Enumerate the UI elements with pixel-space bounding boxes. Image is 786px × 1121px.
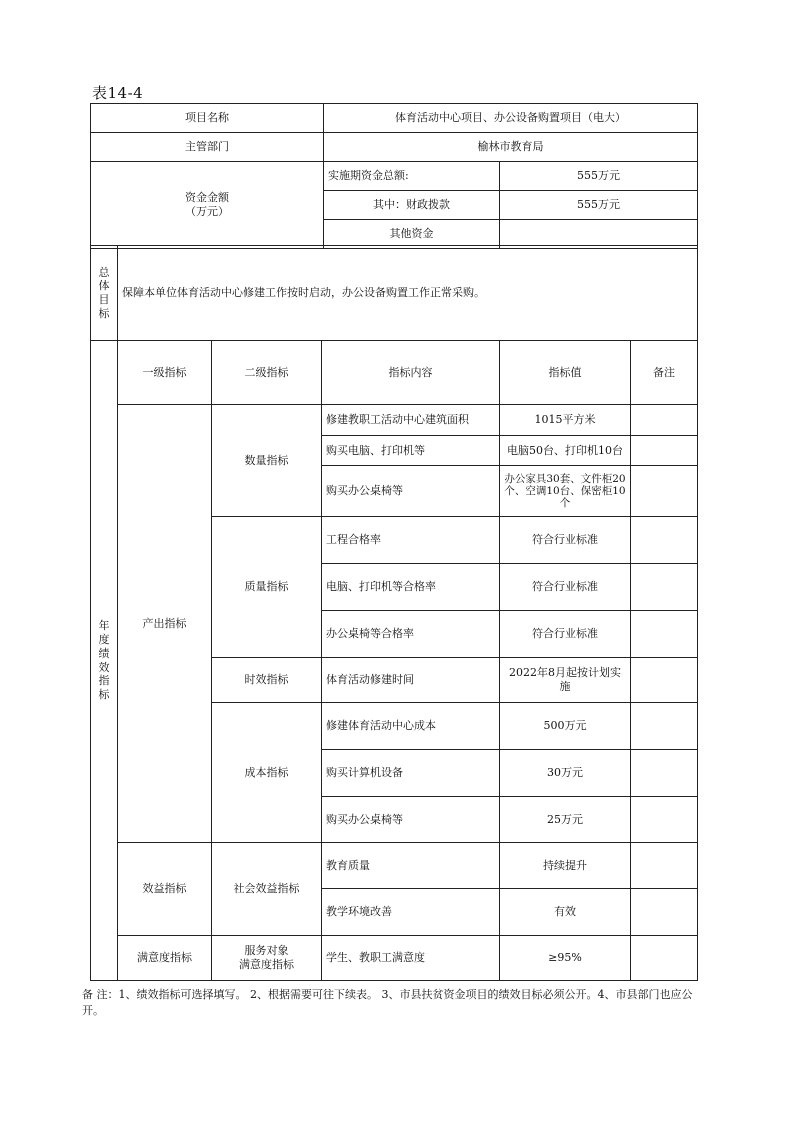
overall-goal-char: 目 [98, 293, 110, 306]
indicator-value: 2022年8月起按计划实施 [500, 658, 631, 703]
timeliness-indicator-label: 时效指标 [212, 658, 322, 703]
indicator-value: 25万元 [500, 797, 631, 843]
indicator-value: 符合行业标准 [500, 564, 631, 611]
service-satisfaction-line1: 服务对象 [244, 944, 289, 958]
overall-goal-char: 总 [98, 265, 110, 279]
indicator-note [631, 436, 698, 466]
indicator-content: 修建体育活动中心成本 [322, 703, 500, 750]
cost-indicator-label: 成本指标 [212, 703, 322, 843]
indicator-note [631, 405, 698, 436]
indicator-note [631, 658, 698, 703]
department-label: 主管部门 [91, 133, 324, 162]
indicator-value: 办公家具30套、文件柜20个、空调10台、保密柜10个 [500, 466, 631, 517]
project-name-value: 体育活动中心项目、办公设备购置项目（电大） [324, 104, 698, 133]
indicator-note [631, 517, 698, 564]
overall-goal-text: 保障本单位体育活动中心修建工作按时启动，办公设备购置工作正常采购。 [118, 246, 698, 341]
col-header-value: 指标值 [500, 341, 631, 405]
indicator-note [631, 611, 698, 658]
indicator-content: 购买电脑、打印机等 [322, 436, 500, 466]
indicator-content: 购买计算机设备 [322, 750, 500, 797]
annual-goal-char: 绩 [98, 646, 110, 660]
overall-goal-char: 标 [98, 306, 110, 320]
annual-goal-char: 指 [98, 674, 110, 688]
overall-goal-label [91, 246, 118, 341]
output-indicator-label: 产出指标 [118, 405, 212, 843]
annual-goal-char: 年 [98, 619, 110, 633]
indicator-note [631, 466, 698, 517]
overall-goal-char: 体 [98, 279, 110, 293]
table-number-label: 表14-4 [92, 84, 144, 102]
indicator-note [631, 750, 698, 797]
indicator-value: 有效 [500, 889, 631, 936]
quality-indicator-label: 质量指标 [212, 517, 322, 658]
indicator-value: 持续提升 [500, 843, 631, 889]
benefit-indicator-label: 效益指标 [118, 843, 212, 936]
indicator-note [631, 797, 698, 843]
indicator-note [631, 564, 698, 611]
indicator-value: 符合行业标准 [500, 517, 631, 564]
other-funds-label: 其他资金 [324, 220, 500, 249]
indicator-content: 购买办公桌椅等 [322, 466, 500, 517]
indicator-value: 30万元 [500, 750, 631, 797]
fiscal-funds-value: 555万元 [500, 191, 698, 220]
indicator-content: 电脑、打印机等合格率 [322, 564, 500, 611]
funds-label-line2: （万元） [185, 205, 229, 218]
project-name-label: 项目名称 [91, 104, 324, 133]
annual-goal-char: 度 [98, 633, 110, 646]
indicator-value: 电脑50台、打印机10台 [500, 436, 631, 466]
indicator-content: 教学环境改善 [322, 889, 500, 936]
indicator-note [631, 936, 698, 981]
annual-goal-char: 效 [98, 660, 110, 674]
indicator-value: ≥95% [500, 936, 631, 981]
service-satisfaction-line2: 满意度指标 [239, 958, 294, 971]
col-header-level2: 二级指标 [212, 341, 322, 405]
indicator-value: 1015平方米 [500, 405, 631, 436]
indicator-value: 500万元 [500, 703, 631, 750]
department-value: 榆林市教育局 [324, 133, 698, 162]
total-funds-label: 实施期资金总额: [324, 162, 500, 191]
overall-goal-table [90, 245, 698, 341]
indicator-content: 办公桌椅等合格率 [322, 611, 500, 658]
indicator-content: 修建教职工活动中心建筑面积 [322, 405, 500, 436]
fiscal-funds-label: 其中：财政拨款 [324, 191, 500, 220]
funds-label [91, 162, 324, 249]
indicator-content: 体育活动修建时间 [322, 658, 500, 703]
col-header-level1: 一级指标 [118, 341, 212, 405]
annual-indicators-table [90, 340, 698, 981]
col-header-note: 备注 [631, 341, 698, 405]
annual-goal-label [91, 341, 118, 981]
annual-goal-char: 标 [98, 688, 110, 701]
indicator-content: 教育质量 [322, 843, 500, 889]
footnote: 备 注：1、绩效指标可选择填写。 2、根据需要可往下续表。 3、市县扶贫资金项目的绩效目标必须公开。4、市县部门也应公开。 [82, 988, 693, 1017]
social-benefit-indicator-label: 社会效益指标 [212, 843, 322, 936]
indicator-value: 符合行业标准 [500, 611, 631, 658]
col-header-content: 指标内容 [322, 341, 500, 405]
funds-label-line1: 资金金额 [185, 191, 229, 205]
indicator-note [631, 843, 698, 889]
project-info-table [90, 103, 698, 249]
indicator-content: 工程合格率 [322, 517, 500, 564]
indicator-note [631, 703, 698, 750]
indicator-note [631, 889, 698, 936]
satisfaction-indicator-label: 满意度指标 [118, 936, 212, 981]
service-satisfaction-label [212, 936, 322, 981]
total-funds-value: 555万元 [500, 162, 698, 191]
indicator-content: 购买办公桌椅等 [322, 797, 500, 843]
quantity-indicator-label: 数量指标 [212, 405, 322, 517]
indicator-content: 学生、教职工满意度 [322, 936, 500, 981]
